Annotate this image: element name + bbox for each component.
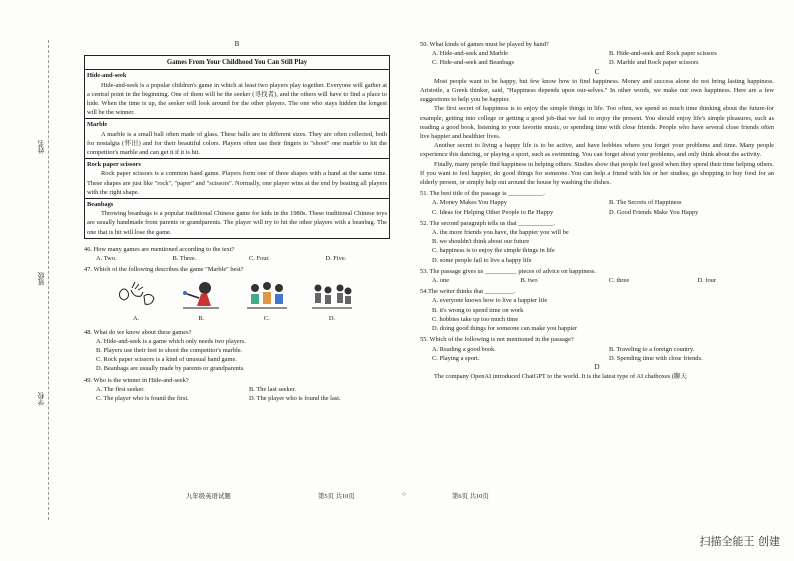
picture-option-a[interactable] <box>114 278 158 323</box>
option-label: B. <box>198 315 205 323</box>
picture-option-b[interactable] <box>179 278 223 323</box>
child-throwing-illustration <box>179 278 223 314</box>
games-box <box>84 55 390 239</box>
question-52 <box>420 219 774 265</box>
option-b[interactable]: B. it's wrong to spend time on work <box>432 306 524 314</box>
question-51 <box>420 189 774 217</box>
option-d[interactable]: D. some people fail to live a happy life <box>432 256 532 264</box>
passage-paragraph: Finally, many people find happiness in helping others. Studies show that people feel good when they spend their time helping others. If you want to feel happier, do good things for someone. You can help a friend with his or her studies, go shopping to buy food for an elderly person, or simply help out around the house by washing the dishes. <box>420 160 774 187</box>
option-a[interactable]: A. Hide-and-seek and Marble <box>432 50 508 58</box>
option-d[interactable]: D. Five. <box>325 255 347 263</box>
question-stem: 49. Who is the winner in Hide-and-seek? <box>84 376 189 384</box>
class-label: 班级 <box>39 272 46 286</box>
option-a[interactable]: A. Reading a good book. <box>432 345 496 353</box>
question-54 <box>420 287 774 333</box>
section-rock-paper-scissors <box>85 159 389 199</box>
option-d[interactable]: D. Beanbags are usually made by parents or grandparents. <box>96 365 245 373</box>
option-c[interactable]: C. Ideas for Helping Other People to Be Happy <box>432 208 554 216</box>
scanner-watermark: 扫描全能王 创建 <box>699 535 780 548</box>
right-column <box>420 40 774 381</box>
option-a[interactable]: A. everyone knows how to live a happier life <box>432 297 548 305</box>
section-beanbags <box>85 199 389 238</box>
option-d[interactable]: D. Good Friends Make You Happy <box>609 208 699 216</box>
option-b[interactable]: B. Players use their feet to shoot the competitor's marble. <box>96 347 243 355</box>
question-stem: 52. The second paragraph tells us that ___________. <box>420 219 555 227</box>
question-stem: 51. The best title of the passage is ___________. <box>420 190 545 198</box>
option-c[interactable]: C. Playing a sport. <box>432 354 480 362</box>
picture-option-c[interactable] <box>245 278 289 323</box>
option-a[interactable]: A. one <box>432 277 450 285</box>
question-55 <box>420 335 774 363</box>
page-number-left: 第5页 共10页 <box>318 493 355 500</box>
question-stem: 53. The passage gives us __________ pieces of advice on happiness. <box>420 267 596 275</box>
center-mark-icon: ○ <box>402 491 406 498</box>
question-stem: 55. Which of the following is not mentioned in the passage? <box>420 336 574 344</box>
page-number-right: 第6页 共10页 <box>452 493 489 500</box>
option-label: D. <box>328 315 336 323</box>
passage-paragraph: The company OpenAI introduced ChatGPT to the world. It is the latest type of AI chatboxes (聊天 <box>434 373 687 381</box>
section-c-letter: C <box>594 67 600 76</box>
group-game-illustration <box>310 278 354 314</box>
question-stem: 48. What do we know about these games? <box>84 328 192 336</box>
option-b[interactable]: B. The last seeker. <box>249 385 296 393</box>
option-label: A. <box>132 315 140 323</box>
option-c[interactable]: C. Rock paper scissors is a kind of unusual hand game. <box>96 356 237 364</box>
section-title: Marble <box>87 121 108 129</box>
option-d[interactable]: D. Marble and Rock paper scissors <box>609 59 699 67</box>
section-d-letter: D <box>594 362 600 371</box>
option-c[interactable]: C. happiness is to enjoy the simple things in life <box>432 247 555 255</box>
option-d[interactable]: D. The player who is found the last. <box>249 395 341 403</box>
section-text: Hide-and-seek is a popular children's game in which at least two players play together. Everyone will gather at a central point in the beginning. One of them will be the seeker (寻找者), and the others will have to find a place to hide. When the time is up, the seeker will look around for the other players. The one who stays hidden the longest will be the winner. <box>87 81 387 117</box>
question-48 <box>84 328 390 374</box>
option-b[interactable]: B. two <box>520 277 538 285</box>
question-stem: 47. Which of the following describes the game "Marble" best? <box>84 266 244 274</box>
question-46 <box>84 245 390 263</box>
option-c[interactable]: C. The player who is found the first. <box>96 395 189 403</box>
option-b[interactable]: B. Three. <box>172 255 197 263</box>
passage-paragraph: Another secret to living a happy life is to be active, and have hobbies where you forget your problems and time. Many people experience this dancing, or playing a sport, such as swimming. You can forget about your problems, and only think about the activity. <box>420 142 774 159</box>
exam-title: 九年级英语试题 <box>186 493 231 500</box>
passage-paragraph: The first secret of happiness is to enjoy the simple things in life. Too often, we spend so much time thinking about the future-for example, getting into college or getting a good job-that we fail to enjoy the present. You should enjoy life's simple pleasures, such as reading a good book, listening to your favorite music, or spending time with close friends. People who have several close friends often live happier and healthier lives. <box>420 105 774 141</box>
question-47 <box>84 265 390 323</box>
question-stem: 46. How many games are mentioned according to the text? <box>84 245 235 253</box>
children-playing-illustration <box>245 278 289 314</box>
picture-option-d[interactable] <box>310 278 354 323</box>
section-marble <box>85 119 389 159</box>
section-text: Throwing beanbags is a popular traditional Chinese game for kids in the 1980s. These traditional Chinese toys are usually handmade from parents or grandparents. The player will try to hit the other players with a beanbag. The one that is hit will lose the game. <box>87 210 387 236</box>
section-b-letter: B <box>234 40 240 48</box>
name-label: 姓名 <box>39 140 46 154</box>
option-d[interactable]: D. Spending time with close friends. <box>609 354 703 362</box>
option-b[interactable]: B. Hide-and-seek and Rock paper scissors <box>609 50 717 58</box>
section-hide-and-seek <box>85 70 389 119</box>
option-c[interactable]: C. Four. <box>249 255 270 263</box>
section-title: Beanbags <box>87 201 114 209</box>
section-title: Hide-and-seek <box>87 72 127 80</box>
section-title: Rock paper scissors <box>87 161 141 169</box>
option-a[interactable]: A. Money Makes You Happy <box>432 199 507 207</box>
option-a[interactable]: A. Two. <box>96 255 117 263</box>
question-50 <box>420 40 774 68</box>
option-c[interactable]: C. three <box>609 277 630 285</box>
hands-game-illustration <box>114 278 158 314</box>
option-a[interactable]: A. Hide-and-seek is a game which only needs two players. <box>96 337 246 345</box>
option-b[interactable]: B. Traveling to a foreign country. <box>609 345 695 353</box>
question-53 <box>420 267 774 285</box>
school-label: 学校 <box>39 392 46 406</box>
question-stem: 50. What kinds of games must be played by hand? <box>420 41 549 48</box>
question-49 <box>84 376 390 404</box>
box-title: Games From Your Childhood You Can Still Play <box>85 56 389 70</box>
option-b[interactable]: B. The Secrets of Happiness <box>609 199 682 207</box>
left-column <box>84 40 390 403</box>
option-label: C. <box>263 315 270 323</box>
passage-paragraph: Most people want to be happy, but few know how to find happiness. Money and success alone do not bring lasting happiness. Aristotle, a Greek thinker, said, "Happiness depends upon our-selves." In other words, we make our own happiness. Here are a few suggestions to help you be happier. <box>420 77 774 104</box>
section-text: Rock paper scissors is a common hand game. Players form one of three shapes with a hand at the same time. These shapes are just like "rock", "paper" and "scissors". Normally, one player wins at the end by beating all players with the right shape. <box>87 170 387 196</box>
option-a[interactable]: A. the more friends you have, the happier you will be <box>432 229 569 237</box>
option-c[interactable]: C. hobbies take up too much time <box>432 315 519 323</box>
option-b[interactable]: B. we shouldn't think about our future <box>432 238 530 246</box>
binding-line <box>48 40 49 520</box>
section-text: A marble is a small ball often made of glass. These balls are in different sizes. They are often collected, both for nostalgia (怀旧) and for their beautiful colors. Players often use their fingers to "shoot" one marble to hit the competitor's marble and can get it if it is hit. <box>87 130 387 157</box>
option-c[interactable]: C. Hide-and-seek and Beanbags <box>432 59 514 67</box>
option-d[interactable]: D. doing good things for someone can make you happier <box>432 325 578 333</box>
option-a[interactable]: A. The first seeker. <box>96 385 145 393</box>
option-d[interactable]: D. four <box>697 277 716 285</box>
question-stem: 54.The writer thinks that _________. <box>420 288 516 296</box>
